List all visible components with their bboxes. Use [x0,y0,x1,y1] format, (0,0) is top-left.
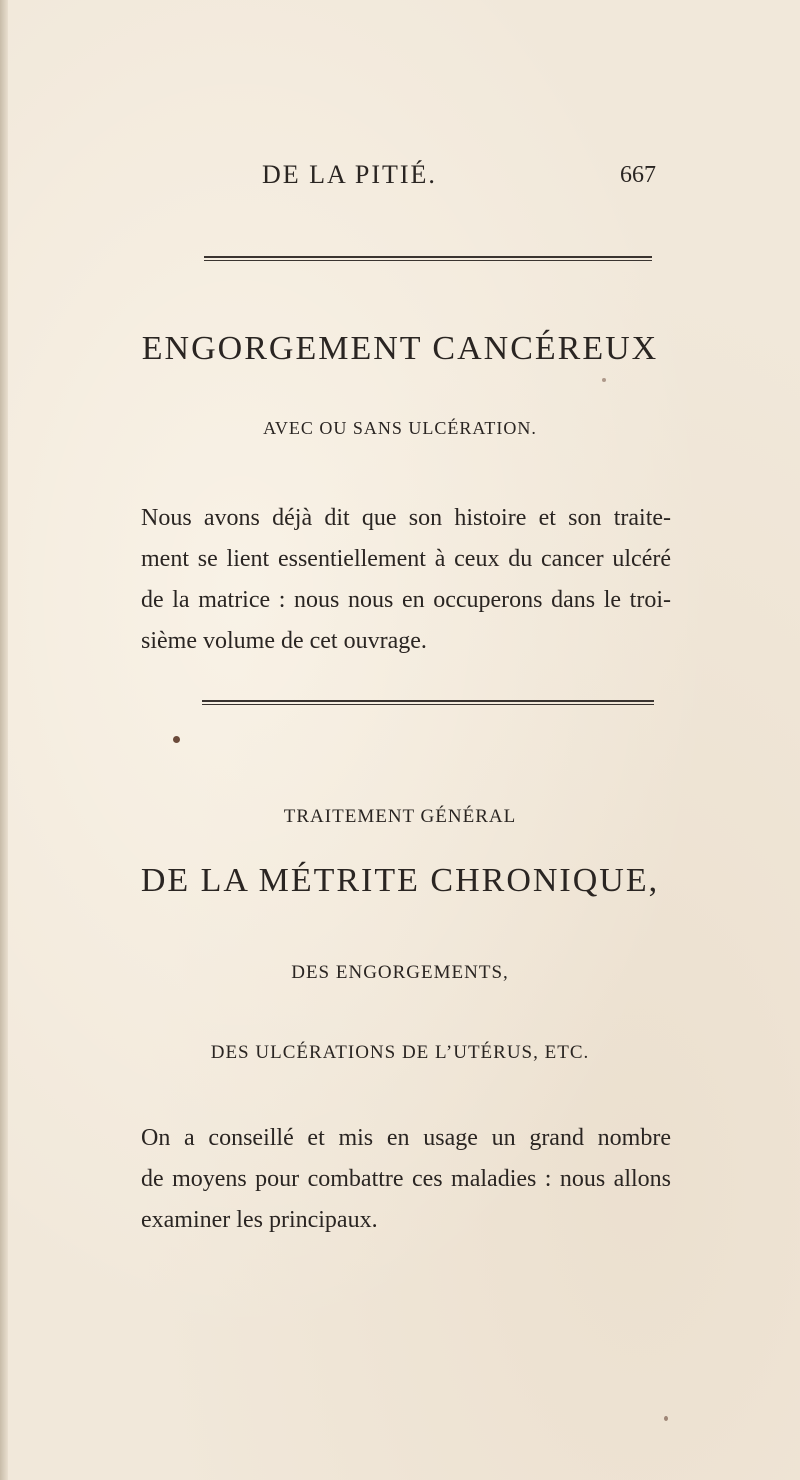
running-head [0,160,800,190]
section-paragraph [141,1118,671,1241]
running-head-title: DE LA PITIÉ. [262,160,437,189]
paragraph-line: examiner les principaux. [141,1207,378,1233]
paragraph-line: de moyens pour combattre ces maladies : nous allons [141,1166,671,1192]
paper-foxing-spot [602,378,606,382]
section-heading-line1: TRAITEMENT GÉNÉRAL [283,806,517,827]
section-divider-rule [202,700,654,705]
section-heading-line2: DE LA MÉTRITE CHRONIQUE, [140,862,660,899]
paragraph-line: de la matrice : nous nous en occuperons dans le troi- [141,587,671,613]
section-subheading: AVEC OU SANS ULCÉRATION. [263,418,537,438]
section-heading-line4: DES ULCÉRATIONS DE L’UTÉRUS, ETC. [210,1042,590,1063]
paragraph-line: Nous avons déjà dit que son histoire et son traite- [141,505,671,531]
paragraph-line: ment se lient essentiellement à ceux du cancer ulcéré [141,546,671,572]
section-heading: ENGORGEMENT CANCÉREUX [141,330,659,367]
section-divider-rule [204,256,652,261]
paper-foxing-spot [173,736,180,743]
page-number: 667 [620,162,656,188]
paragraph-line: On a conseillé et mis en usage un grand nombre [141,1125,671,1151]
paragraph-line: sième volume de cet ouvrage. [141,628,427,654]
section-heading-line3: DES ENGORGEMENTS, [291,962,509,983]
paper-foxing-spot [664,1416,668,1421]
section-paragraph [141,498,671,662]
page-spine-edge [0,0,8,1480]
